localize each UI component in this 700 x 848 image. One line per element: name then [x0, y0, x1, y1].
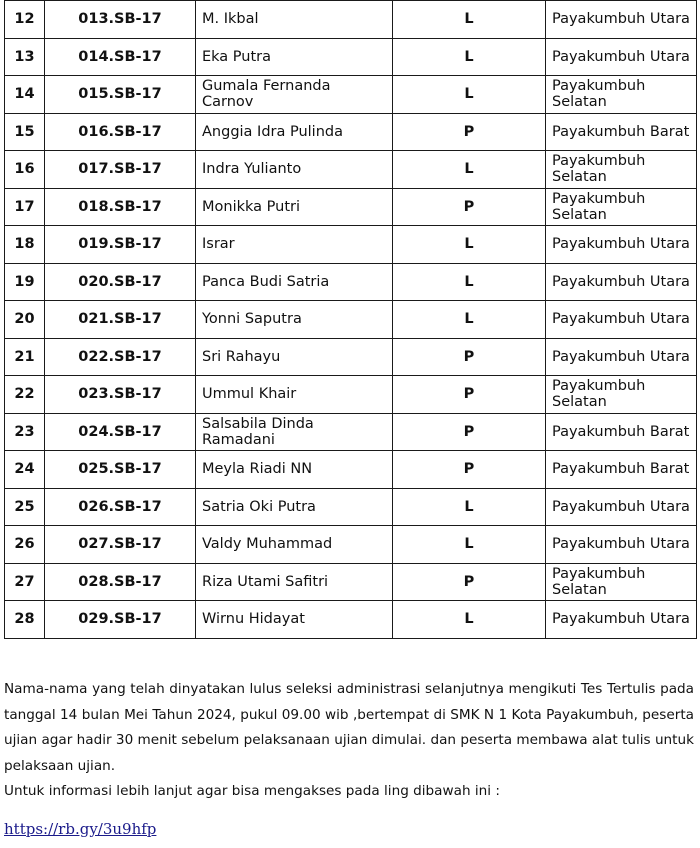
participant-gender: L	[393, 1, 546, 39]
participant-gender: P	[393, 188, 546, 226]
table-row	[5, 338, 697, 376]
participant-district: Payakumbuh Selatan	[546, 376, 697, 414]
participant-name: Israr	[196, 226, 393, 264]
table-row	[5, 376, 697, 414]
participant-name: Anggia Idra Pulinda	[196, 113, 393, 151]
participant-name: Eka Putra	[196, 38, 393, 76]
participant-gender: P	[393, 563, 546, 601]
participant-name: Monikka Putri	[196, 188, 393, 226]
participant-code: 018.SB-17	[45, 188, 196, 226]
participant-code: 023.SB-17	[45, 376, 196, 414]
notice-paragraph: Nama-nama yang telah dinyatakan lulus seleksi administrasi selanjutnya mengikuti Tes Tertulis pada tanggal 14 bulan Mei Tahun 2024, pukul 09.00 wib ,bertempat di SMK N 1 Kota Payakumbuh, peserta ujian agar hadir 30 menit sebelum pelaksanaan ujian dimulai. dan peserta membawa alat tulis untuk pelaksaan ujian.	[4, 681, 694, 774]
row-number: 15	[5, 113, 45, 151]
participant-table-body	[5, 1, 697, 639]
notice-info-line: Untuk informasi lebih lanjut agar bisa mengakses pada ling dibawah ini :	[4, 783, 500, 799]
participant-code: 019.SB-17	[45, 226, 196, 264]
participant-district: Payakumbuh Utara	[546, 301, 697, 339]
participant-code: 013.SB-17	[45, 1, 196, 39]
table-row	[5, 1, 697, 39]
participant-code: 026.SB-17	[45, 488, 196, 526]
row-number: 17	[5, 188, 45, 226]
table-row	[5, 113, 697, 151]
row-number: 14	[5, 76, 45, 114]
participant-district: Payakumbuh Barat	[546, 451, 697, 489]
participant-gender: L	[393, 263, 546, 301]
info-link[interactable]: https://rb.gy/3u9hfp	[4, 820, 157, 838]
participant-table	[4, 0, 697, 639]
participant-gender: L	[393, 301, 546, 339]
participant-district: Payakumbuh Utara	[546, 488, 697, 526]
participant-gender: P	[393, 413, 546, 451]
participant-code: 014.SB-17	[45, 38, 196, 76]
row-number: 24	[5, 451, 45, 489]
participant-table-wrapper	[4, 0, 696, 639]
participant-code: 024.SB-17	[45, 413, 196, 451]
participant-gender: P	[393, 338, 546, 376]
table-row	[5, 451, 697, 489]
table-row	[5, 76, 697, 114]
table-row	[5, 488, 697, 526]
row-number: 23	[5, 413, 45, 451]
table-row	[5, 226, 697, 264]
row-number: 12	[5, 1, 45, 39]
row-number: 21	[5, 338, 45, 376]
participant-district: Payakumbuh Utara	[546, 38, 697, 76]
row-number: 20	[5, 301, 45, 339]
row-number: 16	[5, 151, 45, 189]
participant-name: Panca Budi Satria	[196, 263, 393, 301]
table-row	[5, 526, 697, 564]
participant-name: Salsabila Dinda Ramadani	[196, 413, 393, 451]
table-row	[5, 413, 697, 451]
participant-code: 027.SB-17	[45, 526, 196, 564]
participant-name: Yonni Saputra	[196, 301, 393, 339]
participant-district: Payakumbuh Barat	[546, 413, 697, 451]
row-number: 18	[5, 226, 45, 264]
participant-district: Payakumbuh Selatan	[546, 76, 697, 114]
participant-code: 029.SB-17	[45, 601, 196, 639]
participant-code: 022.SB-17	[45, 338, 196, 376]
participant-name: Riza Utami Safitri	[196, 563, 393, 601]
row-number: 13	[5, 38, 45, 76]
participant-gender: L	[393, 601, 546, 639]
row-number: 19	[5, 263, 45, 301]
participant-gender: P	[393, 376, 546, 414]
table-row	[5, 601, 697, 639]
participant-name: Sri Rahayu	[196, 338, 393, 376]
participant-gender: L	[393, 76, 546, 114]
participant-name: Ummul Khair	[196, 376, 393, 414]
participant-district: Payakumbuh Utara	[546, 263, 697, 301]
participant-name: Satria Oki Putra	[196, 488, 393, 526]
row-number: 26	[5, 526, 45, 564]
participant-gender: P	[393, 113, 546, 151]
participant-district: Payakumbuh Utara	[546, 526, 697, 564]
participant-code: 015.SB-17	[45, 76, 196, 114]
table-row	[5, 188, 697, 226]
exam-notice	[4, 677, 694, 805]
participant-gender: P	[393, 451, 546, 489]
participant-name: Gumala Fernanda Carnov	[196, 76, 393, 114]
participant-code: 017.SB-17	[45, 151, 196, 189]
participant-code: 028.SB-17	[45, 563, 196, 601]
participant-code: 025.SB-17	[45, 451, 196, 489]
table-row	[5, 301, 697, 339]
table-row	[5, 563, 697, 601]
participant-district: Payakumbuh Utara	[546, 601, 697, 639]
participant-district: Payakumbuh Selatan	[546, 188, 697, 226]
participant-name: Meyla Riadi NN	[196, 451, 393, 489]
participant-district: Payakumbuh Selatan	[546, 563, 697, 601]
row-number: 28	[5, 601, 45, 639]
participant-name: M. Ikbal	[196, 1, 393, 39]
table-row	[5, 38, 697, 76]
participant-gender: L	[393, 226, 546, 264]
participant-district: Payakumbuh Barat	[546, 113, 697, 151]
participant-district: Payakumbuh Utara	[546, 226, 697, 264]
row-number: 22	[5, 376, 45, 414]
row-number: 27	[5, 563, 45, 601]
participant-gender: L	[393, 38, 546, 76]
participant-name: Valdy Muhammad	[196, 526, 393, 564]
participant-code: 021.SB-17	[45, 301, 196, 339]
participant-district: Payakumbuh Utara	[546, 1, 697, 39]
participant-name: Indra Yulianto	[196, 151, 393, 189]
participant-gender: L	[393, 488, 546, 526]
participant-district: Payakumbuh Utara	[546, 338, 697, 376]
row-number: 25	[5, 488, 45, 526]
participant-district: Payakumbuh Selatan	[546, 151, 697, 189]
participant-gender: L	[393, 151, 546, 189]
participant-gender: L	[393, 526, 546, 564]
participant-name: Wirnu Hidayat	[196, 601, 393, 639]
table-row	[5, 263, 697, 301]
table-row	[5, 151, 697, 189]
participant-code: 020.SB-17	[45, 263, 196, 301]
participant-code: 016.SB-17	[45, 113, 196, 151]
